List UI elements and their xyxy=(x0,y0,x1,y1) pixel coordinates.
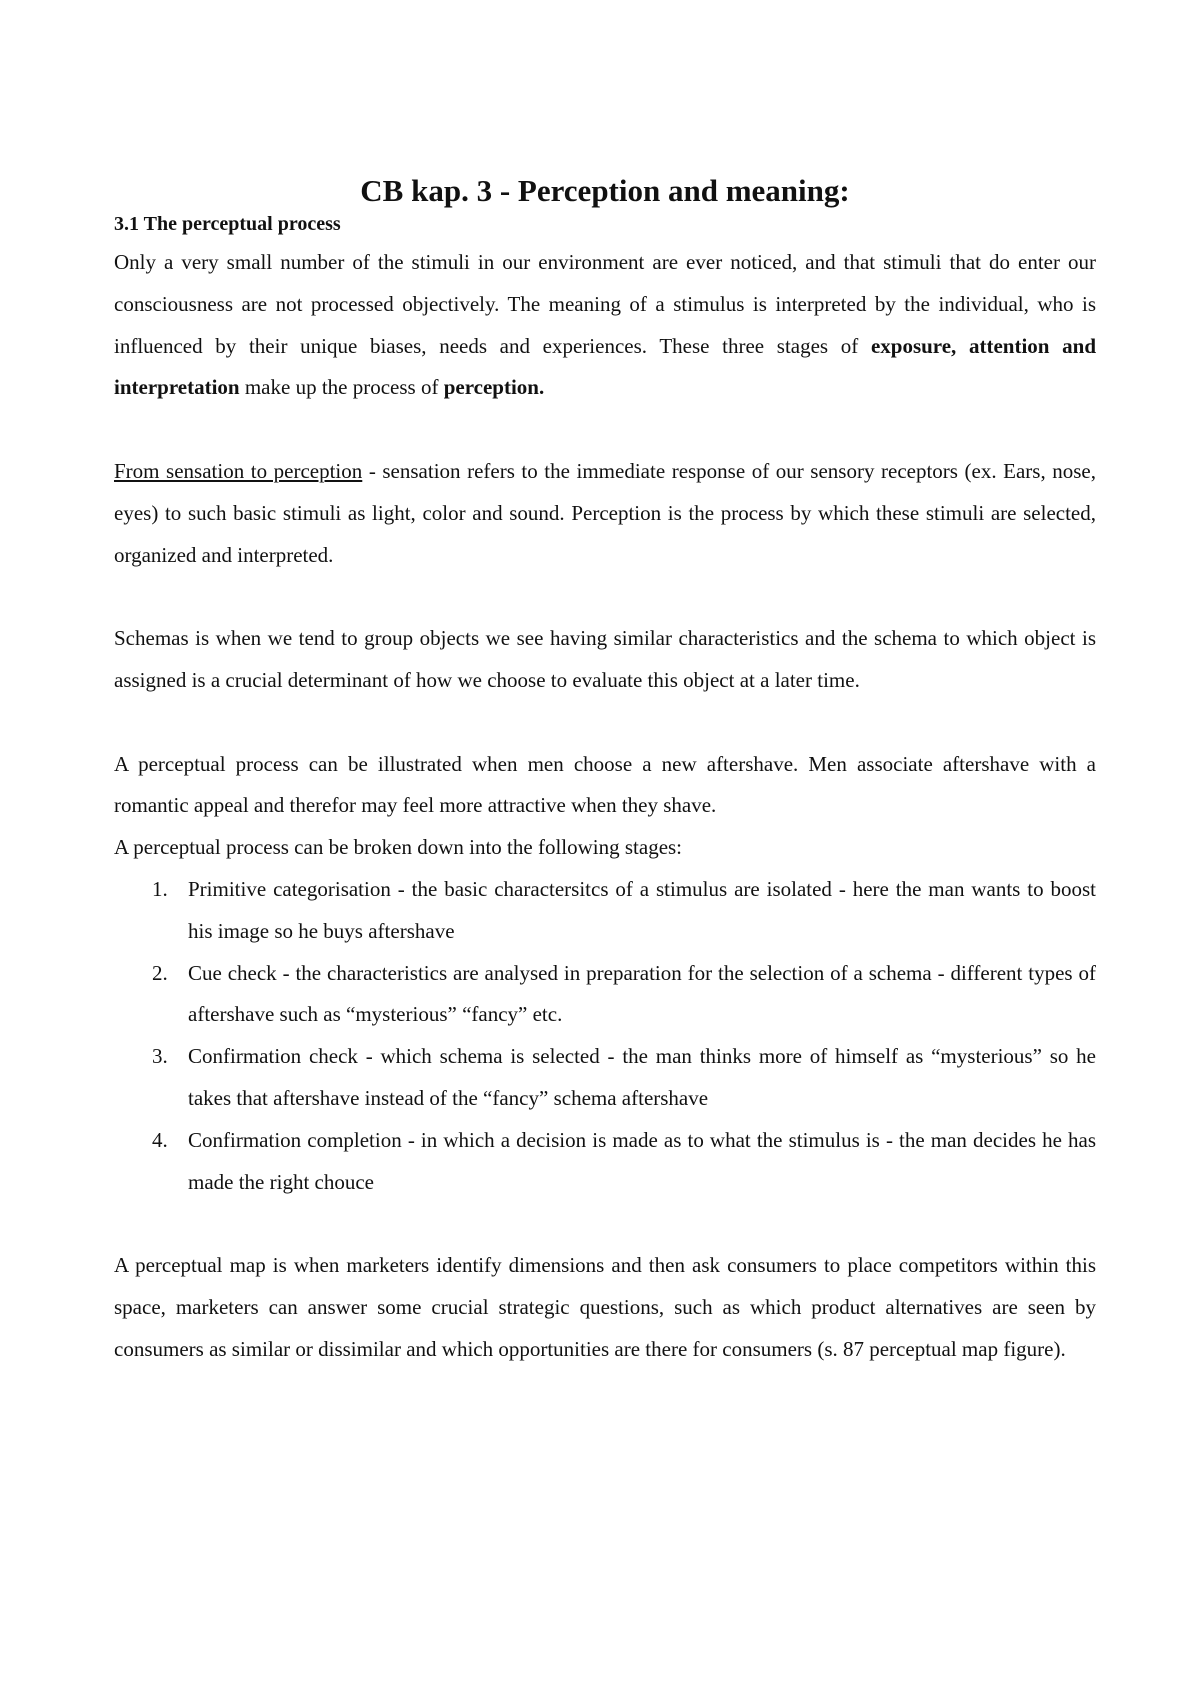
aftershave-paragraph: A perceptual process can be illustrated when men choose a new aftershave. Men associate aftershave with a romantic appeal and therefor may feel more attractive when they shave. xyxy=(114,751,1096,818)
list-item-number: 2. xyxy=(152,960,168,985)
paragraph-spacer xyxy=(114,409,1096,451)
list-item-text: Confirmation check - which schema is selected - the man thinks more of himself as “mysterious” so he takes that aftershave instead of the “fancy” schema aftershave xyxy=(188,1044,1096,1110)
intro-text-1: Only a very small number of the stimuli in our environment are ever noticed, and that stimuli that do enter our consciousness are not processed objectively. The meaning of a stimulus is interpreted by the individual, who is influenced by their unique biases, needs and experiences. These three stages of xyxy=(114,250,1096,358)
list-item xyxy=(114,953,1096,1037)
intro-text-2: make up the process of xyxy=(239,375,444,400)
intro-paragraph xyxy=(114,242,1096,409)
list-item-number: 1. xyxy=(152,876,168,901)
intro-bold-stages: exposure, attention and interpretation xyxy=(114,333,1096,400)
list-item xyxy=(114,1036,1096,1120)
perceptual-map-paragraph: A perceptual map is when marketers identify dimensions and then ask consumers to place competitors within this space, marketers can answer some crucial strategic questions, such as which product alternatives are seen by consumers as similar or dissimilar and which opportunities are there for consumers (s. 87 perceptual map figure). xyxy=(114,1253,1096,1361)
list-item-number: 4. xyxy=(152,1127,168,1152)
sensation-underlined-term: From sensation to perception xyxy=(114,458,363,483)
paragraph-spacer xyxy=(114,1203,1096,1245)
list-item xyxy=(114,1120,1096,1204)
document-body xyxy=(114,168,1096,1371)
list-item-number: 3. xyxy=(152,1044,168,1069)
stages-intro: A perceptual process can be broken down into the following stages: xyxy=(114,835,683,860)
list-item-text: Cue check - the characteristics are analysed in preparation for the selection of a schema - different types of aftershave such as “mysterious” “fancy” etc. xyxy=(188,960,1096,1027)
intro-bold-perception: perception. xyxy=(443,375,545,400)
section-heading: 3.1 The perceptual process xyxy=(114,213,341,235)
schemas-paragraph: Schemas is when we tend to group objects we see having similar characteristics and the schema to which object is assigned is a crucial determinant of how we choose to evaluate this object at a later time. xyxy=(114,626,1096,692)
paragraph-spacer xyxy=(114,702,1096,744)
sensation-text: - sensation refers to the immediate response of our sensory receptors (ex. Ears, nose, eyes) to such basic stimuli as light, color and sound. Perception is the process by which these stimuli are selected, organized and interpreted. xyxy=(114,458,1096,567)
list-item-text: Primitive categorisation - the basic charactersitcs of a stimulus are isolated - here the man wants to boost his image so he buys aftershave xyxy=(188,876,1096,943)
sensation-paragraph xyxy=(114,451,1096,576)
list-item-text: Confirmation completion - in which a decision is made as to what the stimulus is - the man decides he has made the right chouce xyxy=(188,1127,1096,1194)
stages-list xyxy=(114,869,1096,1203)
list-item xyxy=(114,869,1096,953)
paragraph-spacer xyxy=(114,576,1096,618)
page-title: CB kap. 3 - Perception and meaning: xyxy=(360,173,850,208)
